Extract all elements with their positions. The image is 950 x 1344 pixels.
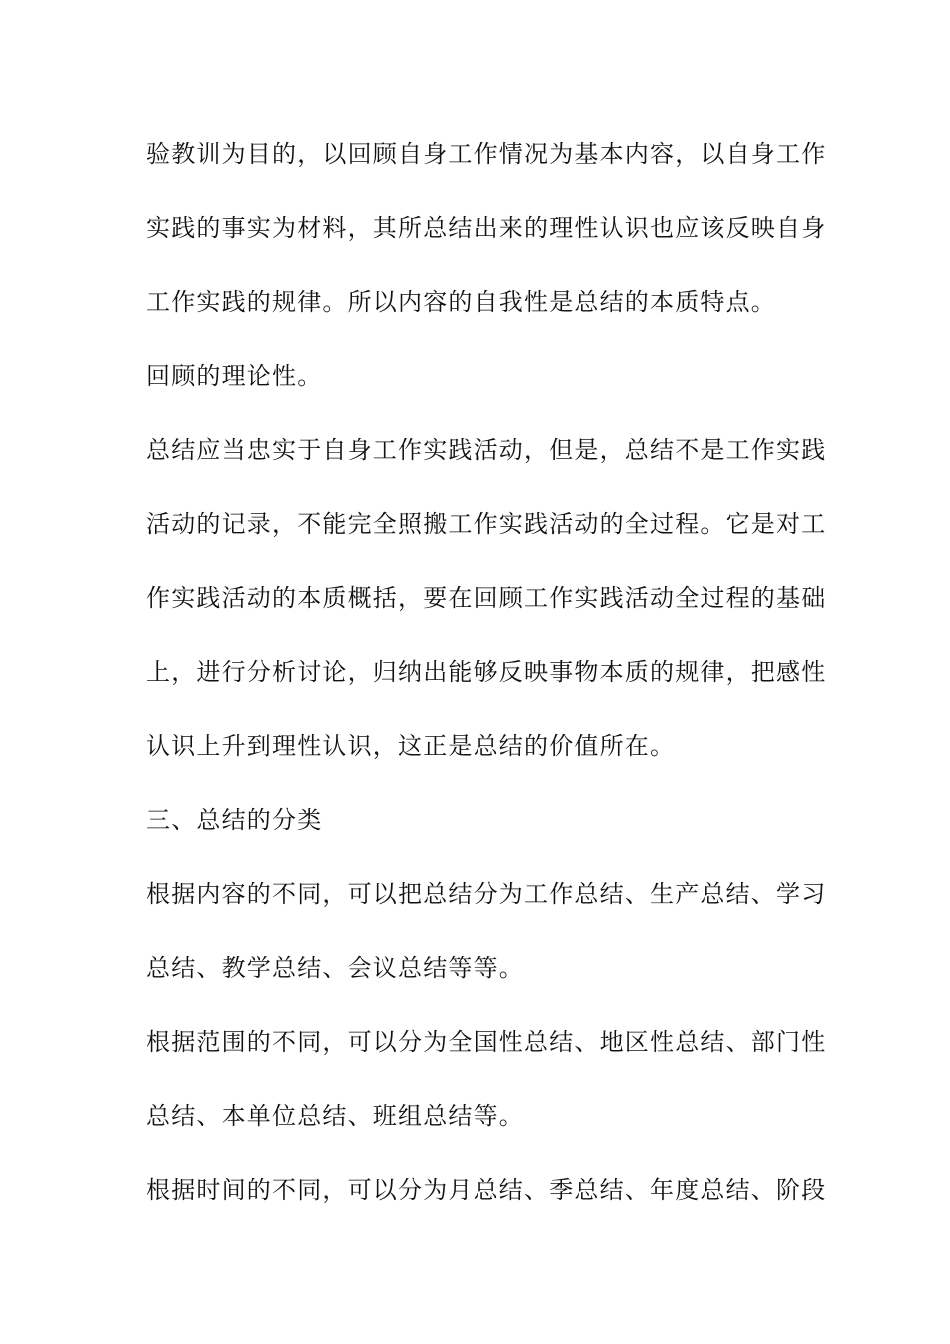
section-heading: 三、总结的分类 bbox=[146, 806, 323, 834]
text-line: 根据范围的不同，可以分为全国性总结、地区性总结、部门性 bbox=[146, 1028, 827, 1056]
text-line: 回顾的理论性。 bbox=[146, 362, 323, 390]
document-body bbox=[146, 130, 827, 1240]
text-line: 总结、本单位总结、班组总结等。 bbox=[146, 1102, 524, 1130]
text-line: 实践的事实为材料，其所总结出来的理性认识也应该反映自身 bbox=[146, 214, 827, 242]
text-line: 根据内容的不同，可以把总结分为工作总结、生产总结、学习 bbox=[146, 880, 827, 908]
text-line: 上，进行分析讨论，归纳出能够反映事物本质的规律，把感性 bbox=[146, 658, 827, 686]
text-line: 活动的记录，不能完全照搬工作实践活动的全过程。它是对工 bbox=[146, 510, 827, 538]
text-line: 作实践活动的本质概括，要在回顾工作实践活动全过程的基础 bbox=[146, 584, 827, 612]
text-line: 工作实践的规律。所以内容的自我性是总结的本质特点。 bbox=[146, 288, 776, 316]
text-line: 认识上升到理性认识，这正是总结的价值所在。 bbox=[146, 732, 676, 760]
text-line: 根据时间的不同，可以分为月总结、季总结、年度总结、阶段 bbox=[146, 1176, 827, 1204]
text-line: 总结、教学总结、会议总结等等。 bbox=[146, 954, 524, 982]
text-line: 总结应当忠实于自身工作实践活动，但是，总结不是工作实践 bbox=[146, 436, 827, 464]
text-line: 验教训为目的，以回顾自身工作情况为基本内容，以自身工作 bbox=[146, 140, 827, 168]
